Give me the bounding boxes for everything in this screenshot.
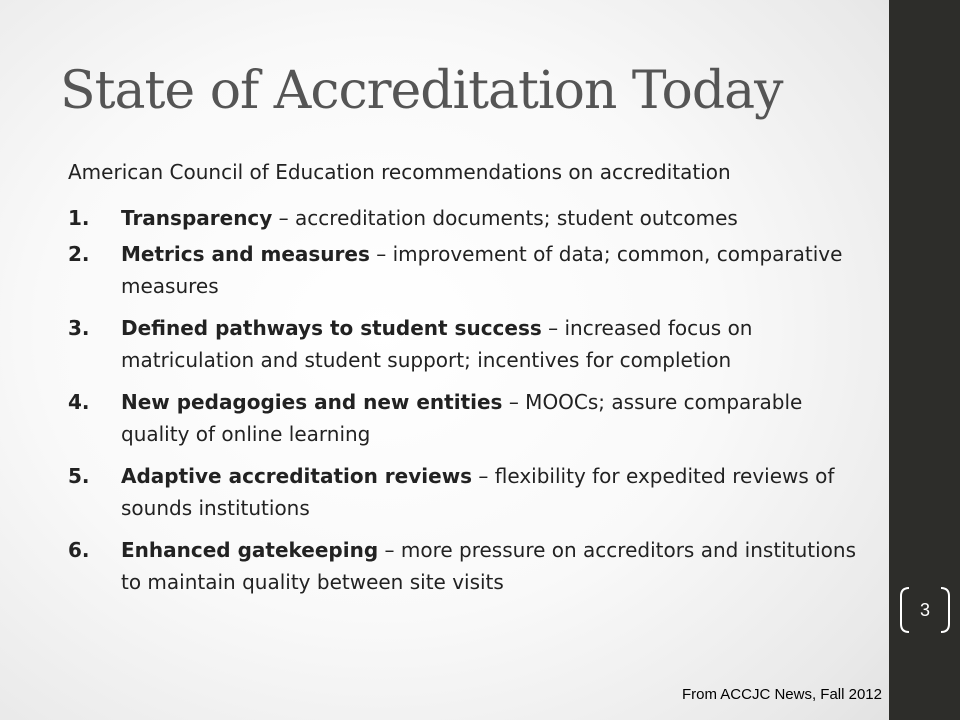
source-citation: From ACCJC News, Fall 2012 [681,686,882,703]
item-number: 4. [68,390,90,414]
list-item [68,534,873,598]
page-number: 3 [919,600,930,620]
item-number: 2. [68,242,90,266]
item-description: – flexibility for expedited reviews of sounds institutions [121,464,835,520]
item-number: 5. [68,464,90,488]
item-term: Transparency [121,206,273,230]
item-term: Adaptive accreditation reviews [121,464,473,488]
item-number: 1. [68,206,90,230]
item-number: 3. [68,316,90,340]
list-item [68,238,873,302]
slide-title: State of Accreditation Today [60,61,783,121]
item-term: Defined pathways to student success [121,316,542,340]
item-description: – accreditation documents; student outcomes [272,206,738,230]
recommendations-list [68,202,873,608]
item-description: – MOOCs; assure comparable quality of online learning [121,390,803,446]
item-term: Enhanced gatekeeping [121,538,379,562]
item-description: – increased focus on matriculation and student support; incentives for completion [121,316,753,372]
item-number: 6. [68,538,90,562]
list-item [68,386,873,450]
list-item [68,460,873,524]
list-item [68,312,873,376]
intro-text: American Council of Education recommendations on accreditation [68,160,731,184]
list-item [68,202,873,234]
item-description: – improvement of data; common, comparative measures [121,242,843,298]
item-description: – more pressure on accreditors and institutions to maintain quality between site visits [121,538,856,594]
item-term: Metrics and measures [121,242,370,266]
item-term: New pedagogies and new entities [121,390,503,414]
